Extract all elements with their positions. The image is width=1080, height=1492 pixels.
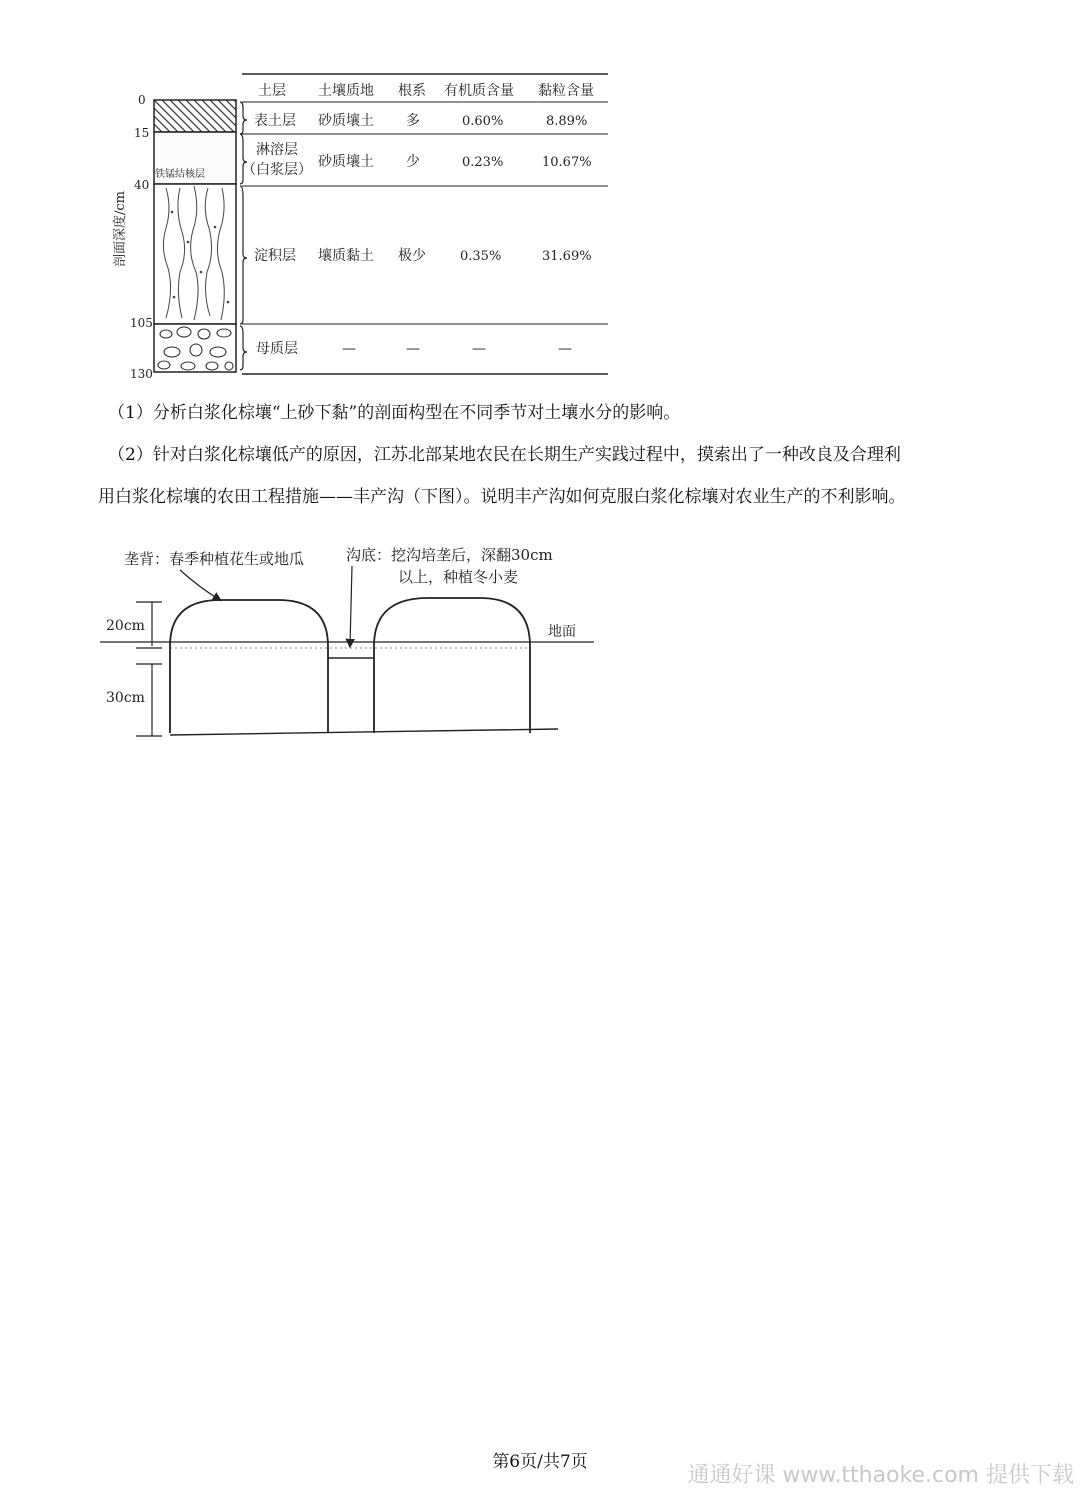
ditch-label-line-2: 以上，种植冬小麦 (398, 568, 519, 586)
question-2-line-1: （2）针对白浆化棕壤低产的原因，江苏北部某地农民在长期生产实践过程中，摸索出了一种改良及合理利 (108, 445, 901, 465)
depth-tick-15: 15 (134, 126, 150, 140)
depth-tick-40: 40 (134, 178, 150, 192)
height-20-label: 20cm (106, 618, 145, 634)
depth-tick-130: 130 (130, 367, 153, 381)
depth-tick-0: 0 (138, 93, 146, 107)
row3-layer: 淀积层 (254, 248, 296, 264)
right-ridge (374, 598, 530, 733)
ridge-label: 垄背：春季种植花生或地瓜 (124, 550, 305, 568)
table-header-texture: 土壤质地 (318, 83, 374, 99)
table-header-clay: 黏粒含量 (538, 83, 594, 99)
soil-column (154, 100, 236, 372)
row1-roots: 多 (406, 113, 420, 129)
watermark: 通通好课 www.tthaoke.com 提供下载 (687, 1463, 1074, 1488)
question-block (98, 392, 988, 518)
row2-texture: 砂质壤土 (318, 154, 374, 170)
question-1: （1）分析白浆化棕壤“上砂下黏”的剖面构型在不同季节对土壤水分的影响。 (108, 403, 681, 423)
table-header-layer: 土层 (258, 83, 286, 99)
ditch-label-line-1: 沟底：挖沟培垄后，深翻30cm (346, 546, 553, 564)
row2-organic: 0.23% (462, 155, 504, 170)
depth-tick-105: 105 (130, 316, 153, 330)
row2-roots: 少 (406, 154, 420, 170)
question-2-line-2: 用白浆化棕壤的农田工程措施——丰产沟（下图）。说明丰产沟如何克服白浆化棕壤对农业生产的不利影响。 (98, 487, 906, 507)
ground-label: 地面 (548, 624, 576, 640)
row1-texture: 砂质壤土 (318, 113, 374, 129)
depth-axis-label: 剖面深度/cm (113, 191, 128, 267)
layer-braces (240, 102, 247, 370)
page-number: 第6页/共7页 (492, 1452, 588, 1472)
row4-texture: — (342, 341, 356, 357)
ditch-figure (100, 538, 600, 748)
row2-layer-sub: （白浆层） (242, 162, 312, 178)
row4-layer: 母质层 (256, 341, 298, 357)
left-ridge (170, 600, 328, 733)
row4-roots: — (406, 341, 420, 357)
row1-layer: 表土层 (254, 113, 296, 129)
row3-texture: 壤质黏土 (318, 248, 374, 264)
table-header-roots: 根系 (398, 83, 426, 99)
row1-clay: 8.89% (546, 114, 588, 129)
table-header-organic: 有机质含量 (444, 83, 514, 99)
row1-organic: 0.60% (462, 114, 504, 129)
row3-roots: 极少 (398, 248, 426, 264)
row3-clay: 31.69% (542, 249, 592, 264)
row4-clay: — (558, 341, 572, 357)
row4-organic: — (472, 341, 486, 357)
iron-manganese-band-label: 铁锰结核层 (155, 169, 205, 180)
height-30-label: 30cm (106, 690, 145, 706)
row2-clay: 10.67% (542, 155, 592, 170)
row2-layer: 淋溶层 (256, 142, 298, 158)
row3-organic: 0.35% (460, 249, 502, 264)
ditch-pointer-arrow (350, 566, 352, 646)
ridge-pointer-arrow (180, 570, 220, 600)
soil-profile-figure (100, 62, 620, 382)
